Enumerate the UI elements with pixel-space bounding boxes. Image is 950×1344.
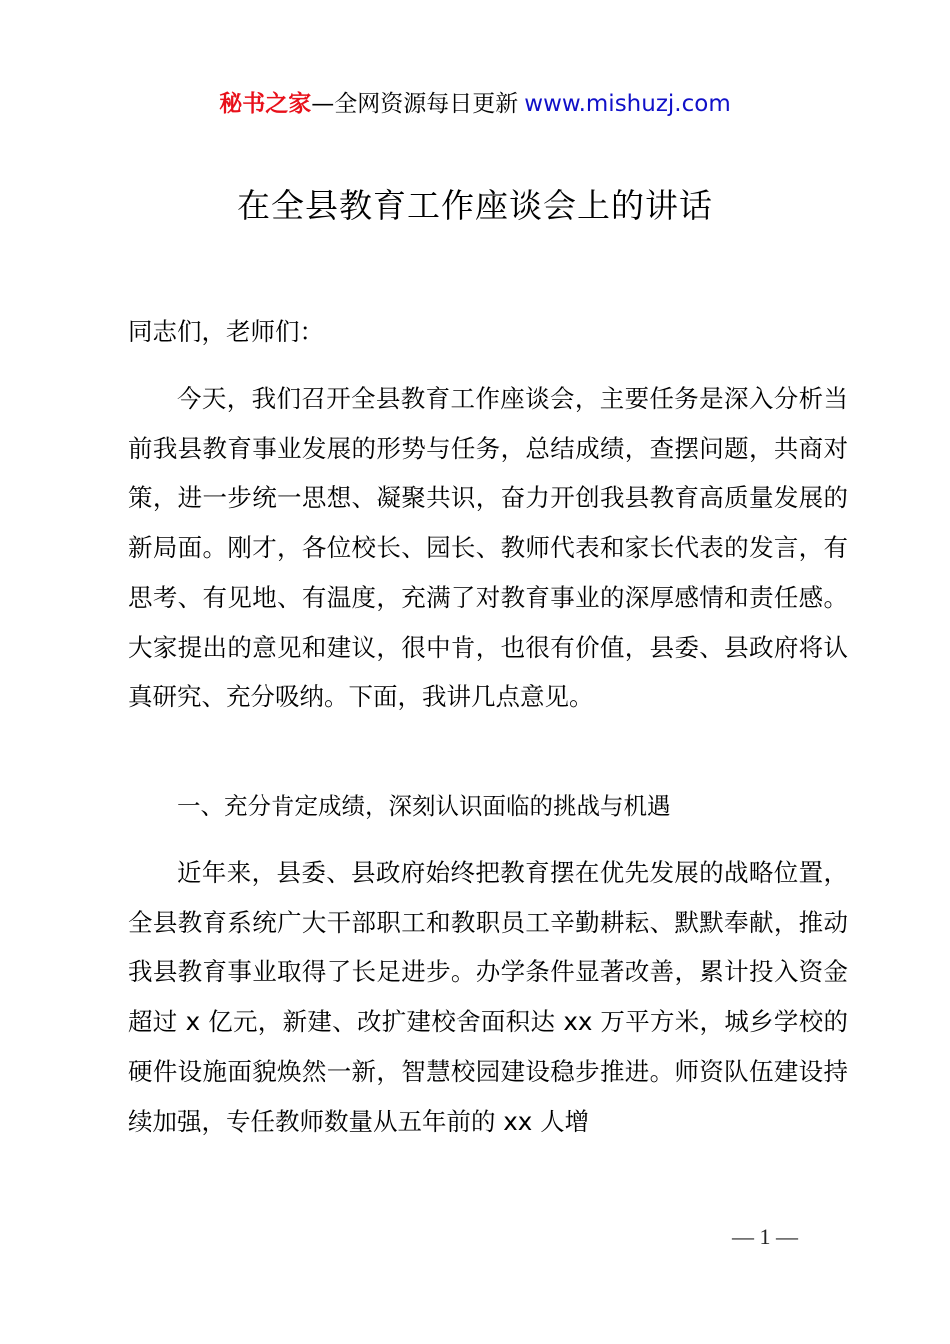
site-slogan: —全网资源每日更新 [311, 91, 519, 117]
site-banner [0, 88, 950, 120]
salutation: 同志们，老师们： [128, 317, 324, 346]
page-number: — 1 — [732, 1224, 798, 1249]
site-url-link[interactable]: www.mishuzj.com [524, 91, 731, 117]
paragraph-intro: 今天，我们召开全县教育工作座谈会，主要任务是深入分析当前我县教育事业发展的形势与任务，总结成绩，查摆问题，共商对策，进一步统一思想、凝聚共识，奋力开创我县教育高质量发展的新局面。刚才，各位校长、园长、教师代表和家长代表的发言，有思考、有见地、有温度，充满了对教育事业的深厚感情和责任感。大家提出的意见和建议，很中肯，也很有价值，县委、县政府将认真研究、充分吸纳。下面，我讲几点意见。 [128, 384, 848, 712]
paragraph-achievements: 近年来，县委、县政府始终把教育摆在优先发展的战略位置，全县教育系统广大干部职工和教职员工辛勤耕耘、默默奉献，推动我县教育事业取得了长足进步。办学条件显著改善，累计投入资金超过 x 亿元，新建、改扩建校舍面积达 xx 万平方米，城乡学校的硬件设施面貌焕然一新，智慧校园建设稳步推进。师资队伍建设持续加强，专任教师数量从五年前的 xx 人增 [128, 858, 848, 1136]
site-brand: 秘书之家 [219, 91, 312, 117]
section-heading-1: 一、充分肯定成绩，深刻认识面临的挑战与机遇 [177, 792, 671, 820]
document-title: 在全县教育工作座谈会上的讲话 [237, 186, 713, 225]
